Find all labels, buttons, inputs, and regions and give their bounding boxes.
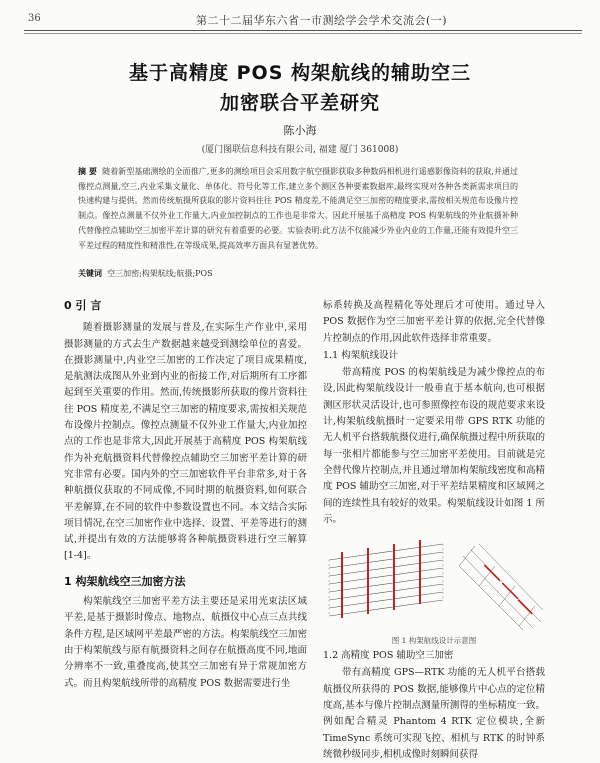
section-1-1-paragraph: 带高精度 POS 的构架航线是为减少像控点的布设,因此构架航线设计一般垂直于基本航向,也可根据测区形状灵活设计,也可参照像控布设的规范要求来设计,构架航线航摄时一定要采用带 GPS RTK 功能的无人机平台搭载航摄仪进行,确保航摄过程中所获取的每一张相片都能参与空三加密平差使用。目前就是完全替代像片控制点,并且通过增加构架航线密度和高精度 POS 辅助空三加密,对于平差结果精度和区域网之间的连续性具有较好的效果。构架航线设计如图 1 所示。	[323, 367, 545, 525]
paper-title-line2: 加密联合平差研究	[219, 92, 380, 114]
section-1-heading: 1 构架航线空三加密方法	[64, 574, 186, 588]
frame-line-markers	[341, 540, 421, 618]
author: 陈小海	[283, 124, 317, 137]
flight-route-diagram	[323, 532, 545, 632]
figure-1-caption: 图 1 构架航线设计示意图	[391, 636, 477, 646]
left-column	[64, 298, 307, 692]
frame-flight-markers	[484, 565, 533, 615]
intro-paragraph: 随着摄影测量的发展与普及,在实际生产作业中,采用摄影测量的方式去生产数据越来越受到测绘单位的喜爱。在摄影测量中,内业空三加密的工作决定了项目成果精度,是航测法成图从外业到内业的衔接工作,对后期所有工序都起到至关重要的作用。然而,传统摄影所获取的像片资料往往 POS 精度差,不满足空三加密的精度要求,需按相关规范布设像片控制点。像控点测量不仅外业工作量大,内业加控点的工作也是非常大,因此开展基于高精度 POS 构架航线作为补充航摄资料代替像控点辅助空三加密平差计算的研究非常有必要。国内外的空三加密软件平台非常多,对于各种航摄仪获取的不同成像,不同时期的航摄资料,如何联合平差解算,在不同的软件中参数设置也不同。本文结合实际项目情况,在空三加密作业中选择、设置、平差等进行的测试,并提出有效的方法能够将各种航摄资料进行空三解算[1-4]。	[64, 322, 307, 562]
keywords-text: 空三加密;构架航线;航摄;POS	[107, 269, 213, 278]
section-1-2-heading: 1.2 高精度 POS 辅助空三加密	[323, 650, 454, 662]
abstract-text: 随着新型基础测绘的全面推广,更多的测绘项目会采用数字航空摄影获取多种数码相机进行遥感影像资料的获取,并通过像控点测量,空三,内业采集文量化、单体化、符号化等工作,建立多个测区各种要素数据库,最终实现对各种各类新需求项目的快速构建与提供。然而传统航摄所获取的影片资料往往 POS 精度差,不能满足空三加密的精度要求,需按相关规范布设像片控制点。像控点测量不仅外业工作量大,内业加控制点的工作也是非常大。因此开展基于高精度 POS 构架航线的外业航摄补种代替像控点辅助空三加密平差计算的研究有着重要的必要。实验表明:此方法不仅能减少外业内业的工作量,还能有效提升空三平差过程的精度性和精准性,在等级成果,提高效率方面具有显著优势。	[78, 167, 518, 250]
section-1-paragraph: 构架航线空三加密平差方法主要还是采用光束法区域平差,是基于摄影时像点、地物点、航摄仪中心点三点共线条件方程,是区域网平差最严密的方法。构架航线空三加密由于构架航线与原有航摄资料之间存在航摄高度不同,地面分辨率不一致,重叠度高,使其空三加密有异于常规加密方式。而且构架航线所带的高精度 POS 数据需要进行坐	[64, 596, 307, 689]
abstract-label: 摘 要	[78, 167, 97, 176]
affiliation: (厦门图联信息科技有限公司, 福建 厦门 361008)	[201, 145, 399, 155]
keywords-label: 关键词	[78, 269, 102, 278]
section-0-heading: 0 引 言	[64, 299, 102, 312]
frame-flight-grid	[459, 544, 543, 630]
figure-1	[323, 532, 545, 648]
abstract	[78, 165, 518, 253]
paper-title-line1: 基于高精度 POS 构架航线的辅助空三	[129, 62, 471, 84]
section-1-1-heading: 1.1 构架航线设计	[323, 349, 399, 361]
page-number: 36	[28, 13, 41, 24]
basic-flight-strips	[329, 544, 443, 616]
right-column	[323, 298, 545, 763]
running-title: 第二十二届华东六省一市测绘学会学术交流会(一)	[196, 14, 448, 27]
keywords	[78, 268, 518, 279]
section-1-2-paragraph: 带有高精度 GPS—RTK 功能的无人机平台搭载航摄仪所获得的 POS 数据,能够像片中心点的定位精度高,基本与像片控制点测量所测得的坐标精度一致。例如配合精灵 Phantom 4 RTK 定位模块,全新 TimeSync 系统可实现飞控、相机与 RTK 的时钟系统微秒级同步,相机成像时刻瞬间获得	[323, 667, 545, 760]
right-paragraph-continuation: 标系转换及高程精化等处理后才可使用。通过导入 POS 数据作为空三加密平差计算的依据,完全代替像片控制点的作用,因此软件选择非常重要。	[323, 300, 545, 344]
header-rule-thin	[24, 33, 582, 34]
header-rule	[24, 30, 582, 31]
